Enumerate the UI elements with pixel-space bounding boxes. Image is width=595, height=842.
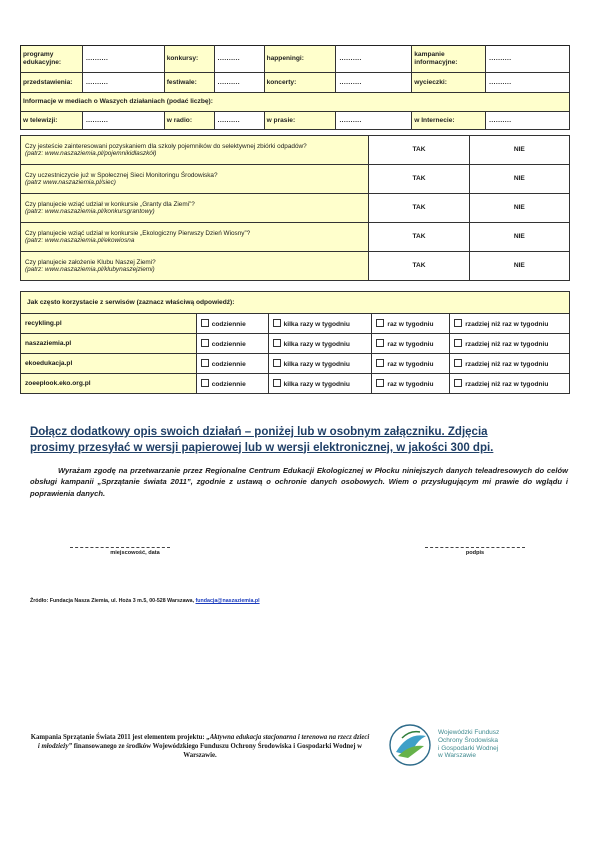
press-field[interactable]: .......... (336, 112, 412, 130)
contests-label: konkursy: (164, 46, 214, 73)
happenings-label: happeningi: (264, 46, 336, 73)
festivals-label: festiwale: (164, 73, 214, 93)
checkbox[interactable] (273, 379, 281, 387)
edu-programs-field[interactable]: .......... (82, 46, 164, 73)
answer-no[interactable]: NIE (469, 252, 569, 281)
contests-field[interactable]: .......... (214, 46, 264, 73)
activities-table (20, 45, 570, 130)
signature-line[interactable] (425, 547, 525, 548)
checkbox[interactable] (454, 379, 462, 387)
press-label: w prasie: (264, 112, 336, 130)
footer-funding-note: Kampania Sprzątanie Świata 2011 jest elementem projektu: „Aktywna edukacja stacjonarna i terenowa na rzecz dzieci i młodzieży” finansowanego ze środków Wojewódzkiego Funduszu Ochrony Środowiska i Gospodarki Wodnej w Warszawie. (30, 734, 370, 759)
radio-label: w radio: (164, 112, 214, 130)
concerts-label: koncerty: (264, 73, 336, 93)
tv-label: w telewizji: (21, 112, 83, 130)
checkbox[interactable] (454, 319, 462, 327)
checkbox[interactable] (201, 339, 209, 347)
option-daily[interactable]: codziennie (196, 334, 268, 354)
option-less-weekly[interactable]: rzadziej niż raz w tygodniu (450, 314, 570, 334)
option-weekly[interactable]: raz w tygodniu (372, 314, 450, 334)
logo-wordmark: Wojewódzki Fundusz Ochrony Środowiska i Gospodarki Wodnej w Warszawie (438, 729, 500, 760)
option-less-weekly[interactable]: rzadziej niż raz w tygodniu (450, 374, 570, 394)
performances-field[interactable]: .......... (82, 73, 164, 93)
attachment-line-2: prosimy przesyłać w wersji papierowej lub w wersji elektronicznej, w jakości 300 dpi. (30, 441, 494, 454)
source-note: Źródło: Fundacja Nasza Ziemia, ul. Hoża 3 m.5, 00-528 Warszawa, fundacja@naszaziemia.pl (30, 598, 260, 604)
question-row (21, 165, 570, 194)
attachment-instruction (30, 425, 570, 456)
services-header: Jak często korzystacie z serwisów (zaznacz właściwą odpowiedź): (21, 292, 570, 314)
answer-yes[interactable]: TAK (369, 165, 469, 194)
checkbox[interactable] (273, 319, 281, 327)
option-weekly[interactable]: raz w tygodniu (372, 374, 450, 394)
checkbox[interactable] (201, 379, 209, 387)
checkbox[interactable] (201, 359, 209, 367)
attachment-line-1: Dołącz dodatkowy opis swoich działań – poniżej lub w osobnym załączniku. Zdjęcia (30, 426, 488, 438)
questions-table (20, 135, 570, 281)
signature-label: podpis (465, 550, 485, 556)
info-campaigns-field[interactable]: .......... (486, 46, 570, 73)
place-date-label: miejscowość, data (110, 550, 160, 556)
question-row (21, 194, 570, 223)
checkbox[interactable] (454, 359, 462, 367)
option-few-weekly[interactable]: kilka razy w tygodniu (268, 334, 372, 354)
answer-no[interactable]: NIE (469, 194, 569, 223)
question-text: Czy jesteście zainteresowani pozyskaniem dla szkoły pojemników do selektywnej zbiórki odpadów? (patrz: www.naszaziemia.pl/pojemnikidlaszkół) (21, 136, 369, 165)
trips-field[interactable]: .......... (486, 73, 570, 93)
tv-field[interactable]: .......... (82, 112, 164, 130)
internet-label: w Internecie: (412, 112, 486, 130)
answer-yes[interactable]: TAK (369, 194, 469, 223)
option-weekly[interactable]: raz w tygodniu (372, 354, 450, 374)
question-text: Czy planujecie wziąć udział w konkursie „Ekologiczny Pierwszy Dzień Wiosny”? (patrz: www.naszaziemia.pl/ekowiosna (21, 223, 369, 252)
option-few-weekly[interactable]: kilka razy w tygodniu (268, 354, 372, 374)
answer-no[interactable]: NIE (469, 136, 569, 165)
option-few-weekly[interactable]: kilka razy w tygodniu (268, 314, 372, 334)
question-text: Czy planujecie wziąć udział w konkursie „Granty dla Ziemi”? (patrz: www.naszaziemia.pl/konkursgrantowy) (21, 194, 369, 223)
happenings-field[interactable]: .......... (336, 46, 412, 73)
question-text: Czy planujecie założenie Klubu Naszej Ziemi? (patrz: www.naszaziemia.pl/klubynaszejziemi) (21, 252, 369, 281)
service-row (21, 374, 570, 394)
answer-no[interactable]: NIE (469, 165, 569, 194)
checkbox[interactable] (454, 339, 462, 347)
info-campaigns-label: kampanie informacyjne: (412, 46, 486, 73)
answer-no[interactable]: NIE (469, 223, 569, 252)
question-row (21, 223, 570, 252)
source-email-link[interactable]: fundacja@naszaziemia.pl (195, 598, 260, 604)
option-daily[interactable]: codziennie (196, 374, 268, 394)
edu-programs-label: programy edukacyjne: (21, 46, 83, 73)
consent-text: Wyrażam zgodę na przetwarzanie przez Regionalne Centrum Edukacji Ekologicznej w Płocku niniejszych danych teleadresowych do celów obsługi kampanii „Sprzątanie świata 2011”, zgodnie z ustawą o ochronie danych osobowych. Wiem o przysługującym mi prawie do wglądu i poprawienia danych. (30, 466, 568, 498)
services-table (20, 291, 570, 394)
media-header: Informacje w mediach o Waszych działaniach (podać liczbę): (21, 93, 570, 112)
service-site: recykling.pl (21, 314, 197, 334)
checkbox[interactable] (376, 379, 384, 387)
radio-field[interactable]: .......... (214, 112, 264, 130)
concerts-field[interactable]: .......... (336, 73, 412, 93)
service-row (21, 334, 570, 354)
checkbox[interactable] (273, 339, 281, 347)
internet-field[interactable]: .......... (486, 112, 570, 130)
question-text: Czy uczestniczycie już w Społecznej Sieci Monitoringu Środowiska? (patrz www.naszaziemia.pl/siec) (21, 165, 369, 194)
option-less-weekly[interactable]: rzadziej niż raz w tygodniu (450, 354, 570, 374)
checkbox[interactable] (376, 319, 384, 327)
trips-label: wycieczki: (412, 73, 486, 93)
service-row (21, 354, 570, 374)
question-row (21, 136, 570, 165)
checkbox[interactable] (376, 359, 384, 367)
option-weekly[interactable]: raz w tygodniu (372, 334, 450, 354)
service-site: zoeeplook.eko.org.pl (21, 374, 197, 394)
option-few-weekly[interactable]: kilka razy w tygodniu (268, 374, 372, 394)
service-site: ekoedukacja.pl (21, 354, 197, 374)
checkbox[interactable] (201, 319, 209, 327)
checkbox[interactable] (376, 339, 384, 347)
service-row (21, 314, 570, 334)
option-daily[interactable]: codziennie (196, 314, 268, 334)
place-date-line[interactable] (70, 547, 170, 548)
service-site: naszaziemia.pl (21, 334, 197, 354)
option-less-weekly[interactable]: rzadziej niż raz w tygodniu (450, 334, 570, 354)
answer-yes[interactable]: TAK (369, 252, 469, 281)
answer-yes[interactable]: TAK (369, 223, 469, 252)
option-daily[interactable]: codziennie (196, 354, 268, 374)
checkbox[interactable] (273, 359, 281, 367)
question-row (21, 252, 570, 281)
performances-label: przedstawienia: (21, 73, 83, 93)
answer-yes[interactable]: TAK (369, 136, 469, 165)
festivals-field[interactable]: .......... (214, 73, 264, 93)
